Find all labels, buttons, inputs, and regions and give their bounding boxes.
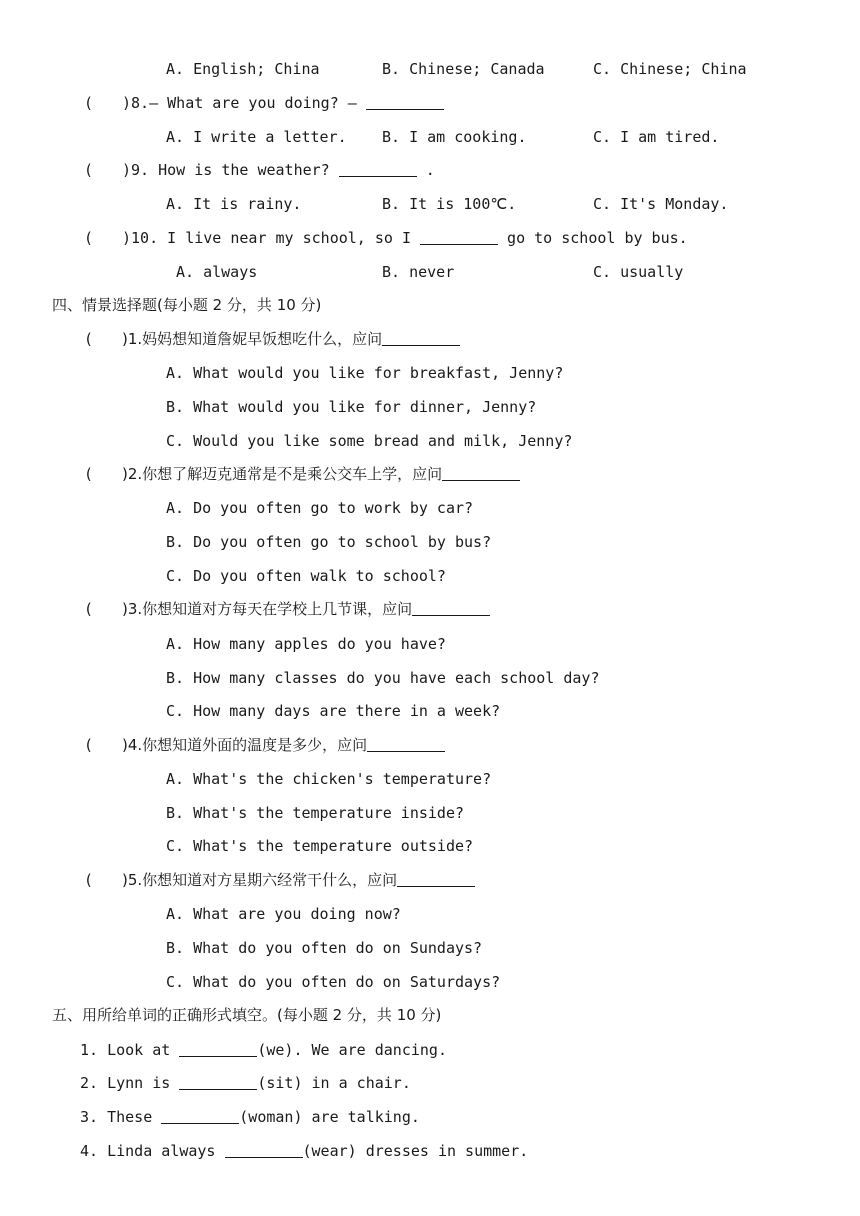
answer-blank[interactable] <box>225 1143 303 1158</box>
s4-q5-option-c: C. What do you often do on Saturdays? <box>166 973 501 991</box>
s4-q2-stem: ( )2.你想了解迈克通常是不是乘公交车上学，应问 <box>84 464 520 484</box>
q9-option-b: B. It is 100℃. <box>382 195 517 213</box>
s4-q2-option-a: A. Do you often go to work by car? <box>166 499 474 517</box>
answer-blank[interactable] <box>179 1042 257 1057</box>
s4-q3-option-c: C. How many days are there in a week? <box>166 702 501 720</box>
q10-option-c: C. usually <box>593 263 684 281</box>
q8-stem: ( )8.— What are you doing? — <box>84 93 444 113</box>
s4-q3-stem: ( )3.你想知道对方每天在学校上几节课，应问 <box>84 599 490 619</box>
s4-q5-stem: ( )5.你想知道对方星期六经常干什么，应问 <box>84 870 475 890</box>
answer-blank[interactable] <box>420 230 498 245</box>
q7-option-c: C. Chinese; China <box>593 60 747 78</box>
s5-item-1: 1. Look at (we). We are dancing. <box>80 1041 447 1059</box>
s4-q4-option-b: B. What's the temperature inside? <box>166 804 465 822</box>
s4-q3-option-b: B. How many classes do you have each school day? <box>166 669 600 687</box>
s4-q2-option-b: B. Do you often go to school by bus? <box>166 533 492 551</box>
q9-stem: ( )9. How is the weather? . <box>84 161 435 179</box>
s4-q5-option-b: B. What do you often do on Sundays? <box>166 939 483 957</box>
s4-q4-option-c: C. What's the temperature outside? <box>166 837 474 855</box>
q10-stem: ( )10. I live near my school, so I go to school by bus. <box>84 229 688 247</box>
q8-option-a: A. I write a letter. <box>166 128 347 146</box>
s4-q1-stem: ( )1.妈妈想知道詹妮早饭想吃什么，应问 <box>84 329 460 349</box>
q7-option-a: A. English; China <box>166 60 320 78</box>
answer-blank[interactable] <box>179 1075 257 1090</box>
s4-q1-option-b: B. What would you like for dinner, Jenny? <box>166 398 537 416</box>
s4-q2-option-c: C. Do you often walk to school? <box>166 567 446 585</box>
s5-item-2: 2. Lynn is (sit) in a chair. <box>80 1074 411 1092</box>
s5-item-3: 3. These (woman) are talking. <box>80 1108 420 1126</box>
answer-blank[interactable] <box>442 466 520 481</box>
s4-q1-option-a: A. What would you like for breakfast, Jenny? <box>166 364 564 382</box>
answer-blank[interactable] <box>412 601 490 616</box>
s4-q1-option-c: C. Would you like some bread and milk, Jenny? <box>166 432 573 450</box>
answer-blank[interactable] <box>382 331 460 346</box>
q10-option-b: B. never <box>382 263 455 281</box>
s5-item-4: 4. Linda always (wear) dresses in summer. <box>80 1142 529 1160</box>
section4-heading: 四、情景选择题(每小题 2 分，共 10 分) <box>52 296 322 314</box>
answer-blank[interactable] <box>397 872 475 887</box>
q7-option-b: B. Chinese; Canada <box>382 60 545 78</box>
s4-q5-option-a: A. What are you doing now? <box>166 905 401 923</box>
s4-q4-option-a: A. What's the chicken's temperature? <box>166 770 492 788</box>
q8-option-b: B. I am cooking. <box>382 128 527 146</box>
q9-option-a: A. It is rainy. <box>166 195 302 213</box>
answer-blank[interactable] <box>367 737 445 752</box>
answer-blank[interactable] <box>161 1109 239 1124</box>
s4-q3-option-a: A. How many apples do you have? <box>166 635 446 653</box>
s4-q4-stem: ( )4.你想知道外面的温度是多少，应问 <box>84 735 445 755</box>
q8-option-c: C. I am tired. <box>593 128 720 146</box>
q9-option-c: C. It's Monday. <box>593 195 729 213</box>
q10-option-a: A. always <box>176 263 258 281</box>
answer-blank[interactable] <box>366 95 444 110</box>
answer-blank[interactable] <box>339 162 417 177</box>
section5-heading: 五、用所给单词的正确形式填空。(每小题 2 分，共 10 分) <box>52 1006 442 1024</box>
